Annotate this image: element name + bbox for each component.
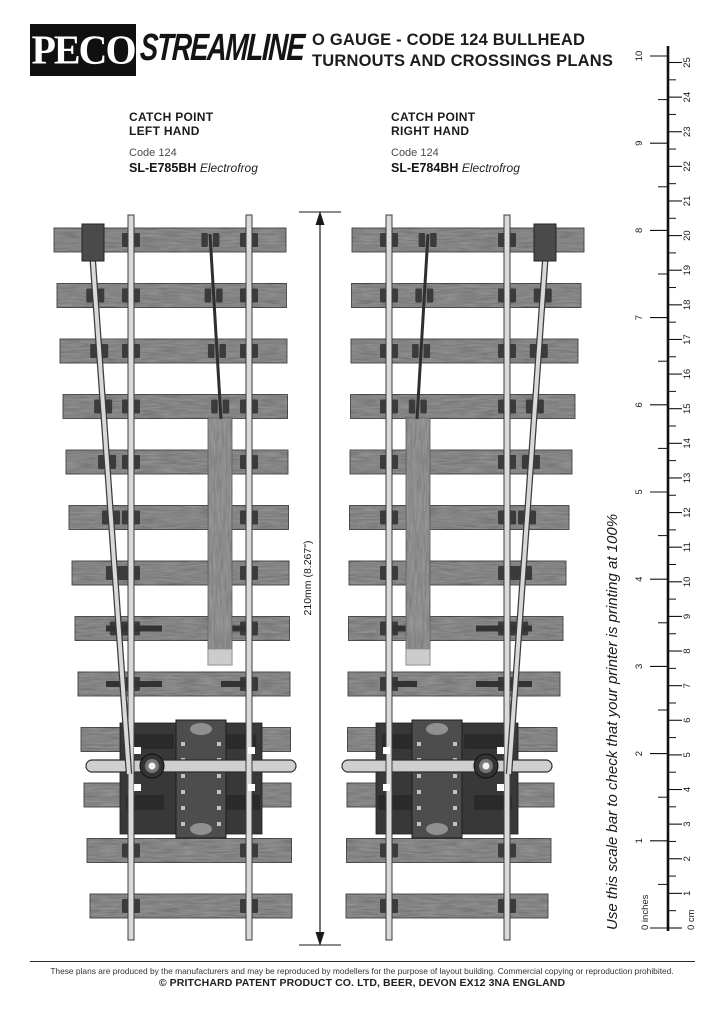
cm-label-17: 17 bbox=[682, 334, 693, 345]
rail-chair bbox=[427, 289, 434, 303]
cm-label-10: 10 bbox=[682, 576, 693, 588]
inch-label-9: 9 bbox=[634, 140, 645, 146]
rivet bbox=[181, 774, 185, 778]
rivet bbox=[217, 806, 221, 810]
rivet bbox=[417, 742, 421, 746]
inch-label-7: 7 bbox=[634, 314, 645, 321]
pivot-centre bbox=[149, 763, 156, 770]
cm-label-19: 19 bbox=[682, 264, 693, 276]
inch-label-4: 4 bbox=[634, 576, 645, 582]
plan-name-line2: RIGHT HAND bbox=[391, 123, 470, 138]
cm-label-8: 8 bbox=[682, 648, 693, 654]
rivet bbox=[217, 742, 221, 746]
plate-marker bbox=[497, 784, 504, 791]
plate-slot bbox=[190, 723, 212, 735]
cm-label-3: 3 bbox=[682, 821, 693, 827]
sku-number: SL-E785BH bbox=[129, 161, 197, 175]
rail-chair bbox=[419, 233, 426, 247]
plan-name-line1: CATCH POINT bbox=[391, 110, 476, 124]
tiebar-plate bbox=[412, 720, 462, 838]
rivet bbox=[417, 774, 421, 778]
frog-type: Electrofrog bbox=[199, 161, 258, 175]
cm-label-24: 24 bbox=[682, 91, 693, 103]
inch-label-8: 8 bbox=[634, 227, 645, 234]
cm-label-20: 20 bbox=[682, 230, 693, 241]
dimension-label: 210mm (8.267") bbox=[302, 540, 314, 616]
timber-strip-cap bbox=[208, 649, 232, 665]
cm-label-12: 12 bbox=[682, 507, 693, 518]
cm-label-25: 25 bbox=[682, 57, 693, 68]
rivet bbox=[181, 822, 185, 826]
cm-label-21: 21 bbox=[682, 195, 693, 207]
cm-label-2: 2 bbox=[682, 856, 693, 862]
sleeper bbox=[347, 839, 552, 863]
scale-ruler bbox=[634, 46, 697, 931]
inch-label-6: 6 bbox=[634, 402, 645, 408]
cm-label-15: 15 bbox=[682, 403, 693, 414]
plan-name-line2: LEFT HAND bbox=[129, 123, 200, 138]
rivet bbox=[453, 806, 457, 810]
plate-marker bbox=[383, 747, 390, 754]
cm-label-4: 4 bbox=[682, 786, 693, 793]
sku-number: SL-E784BH bbox=[391, 161, 459, 175]
arrowhead-down bbox=[316, 932, 325, 946]
rail-chair bbox=[201, 233, 208, 247]
throw-rod bbox=[86, 760, 296, 772]
stock-rail-left bbox=[128, 215, 134, 940]
rivet bbox=[417, 806, 421, 810]
cm-label-22: 22 bbox=[682, 161, 693, 172]
rail-chair bbox=[415, 289, 422, 303]
printer-check-note: Use this scale bar to check that your printer is printing at 100% bbox=[604, 513, 621, 930]
rail-chair bbox=[205, 289, 212, 303]
inch-label-10: 10 bbox=[634, 50, 645, 62]
arrowhead-up bbox=[316, 211, 325, 225]
plate-marker bbox=[383, 784, 390, 791]
rail-chair bbox=[412, 344, 419, 358]
cm-label-11: 11 bbox=[682, 542, 693, 553]
cm-label-23: 23 bbox=[682, 126, 693, 138]
peco-logo-text: PECO bbox=[31, 26, 135, 73]
plan-code: Code 124 bbox=[129, 147, 177, 159]
rail-chair bbox=[424, 344, 431, 358]
centre-timber-strip bbox=[208, 418, 232, 665]
rail-chair bbox=[430, 233, 437, 247]
inch-label-5: 5 bbox=[634, 489, 645, 495]
page-title-line1: O GAUGE - CODE 124 BULLHEAD bbox=[312, 31, 586, 49]
plate-marker bbox=[248, 784, 255, 791]
plate-marker bbox=[497, 747, 504, 754]
rivet bbox=[217, 774, 221, 778]
closure-rail bbox=[210, 234, 221, 419]
throw-rod bbox=[342, 760, 552, 772]
stock-rail-right bbox=[386, 215, 392, 940]
plate-marker bbox=[134, 784, 141, 791]
rivet bbox=[453, 774, 457, 778]
rail-chair bbox=[213, 233, 220, 247]
plate-slot bbox=[190, 823, 212, 835]
cm-label-9: 9 bbox=[682, 613, 693, 620]
rivet bbox=[417, 790, 421, 794]
rivet bbox=[417, 822, 421, 826]
cm-label-7: 7 bbox=[682, 683, 693, 689]
pivot-centre bbox=[483, 763, 490, 770]
rail-chair bbox=[211, 400, 218, 414]
rivet bbox=[181, 806, 185, 810]
cm-zero-label: 0 cm bbox=[686, 909, 697, 930]
stock-rail-right bbox=[246, 215, 252, 940]
plate-slot bbox=[426, 723, 448, 735]
sleeper bbox=[90, 894, 292, 918]
cm-label-1: 1 bbox=[682, 890, 693, 897]
plate-marker bbox=[134, 747, 141, 754]
plan-name-line1: CATCH POINT bbox=[129, 110, 214, 124]
rivet bbox=[181, 790, 185, 794]
cm-label-5: 5 bbox=[682, 752, 693, 758]
stock-rail-left bbox=[504, 215, 510, 940]
plate-marker bbox=[248, 747, 255, 754]
closure-rail bbox=[417, 234, 428, 419]
rail-chair bbox=[208, 344, 215, 358]
centre-timber-strip bbox=[406, 418, 430, 665]
rail-chair bbox=[409, 400, 416, 414]
plan-code: Code 124 bbox=[391, 147, 439, 159]
cm-label-6: 6 bbox=[682, 717, 693, 723]
cm-label-18: 18 bbox=[682, 299, 693, 311]
footer-divider bbox=[30, 961, 695, 962]
plate-slot bbox=[426, 823, 448, 835]
dimension-arrow bbox=[299, 211, 341, 946]
rivet bbox=[181, 742, 185, 746]
sleeper bbox=[87, 839, 292, 863]
streamline-logo-text: STREAMLINE bbox=[138, 27, 305, 69]
rivet bbox=[453, 822, 457, 826]
blade-end-block bbox=[534, 224, 556, 261]
cm-label-16: 16 bbox=[682, 368, 693, 380]
page-title-line2: TURNOUTS AND CROSSINGS PLANS bbox=[312, 52, 614, 70]
footer-disclaimer: These plans are produced by the manufacturers and may be reproduced by modellers for the purpose of layout building. Commercial copying or reproduction prohibited. bbox=[50, 966, 674, 976]
tiebar-plate bbox=[176, 720, 226, 838]
frog-type: Electrofrog bbox=[461, 161, 520, 175]
rail-chair bbox=[216, 289, 223, 303]
track-diagram-left bbox=[54, 215, 296, 940]
rail-chair bbox=[223, 400, 230, 414]
footer-copyright: © PRITCHARD PATENT PRODUCT CO. LTD, BEER, DEVON EX12 3NA ENGLAND bbox=[158, 977, 566, 989]
rail-chair bbox=[420, 400, 427, 414]
inch-label-3: 3 bbox=[634, 663, 645, 670]
rail-chair bbox=[219, 344, 226, 358]
inch-zero-label: 0 inches bbox=[640, 894, 651, 930]
cm-label-13: 13 bbox=[682, 472, 693, 484]
rivet bbox=[453, 742, 457, 746]
rivet bbox=[217, 790, 221, 794]
cm-label-14: 14 bbox=[682, 438, 693, 449]
rivet bbox=[453, 790, 457, 794]
inch-label-2: 2 bbox=[634, 750, 645, 757]
sleeper bbox=[346, 894, 548, 918]
track-diagram-right bbox=[342, 215, 584, 940]
inch-label-1: 1 bbox=[634, 838, 645, 844]
rivet bbox=[217, 822, 221, 826]
blade-end-block bbox=[82, 224, 104, 261]
timber-strip-cap bbox=[406, 649, 430, 665]
